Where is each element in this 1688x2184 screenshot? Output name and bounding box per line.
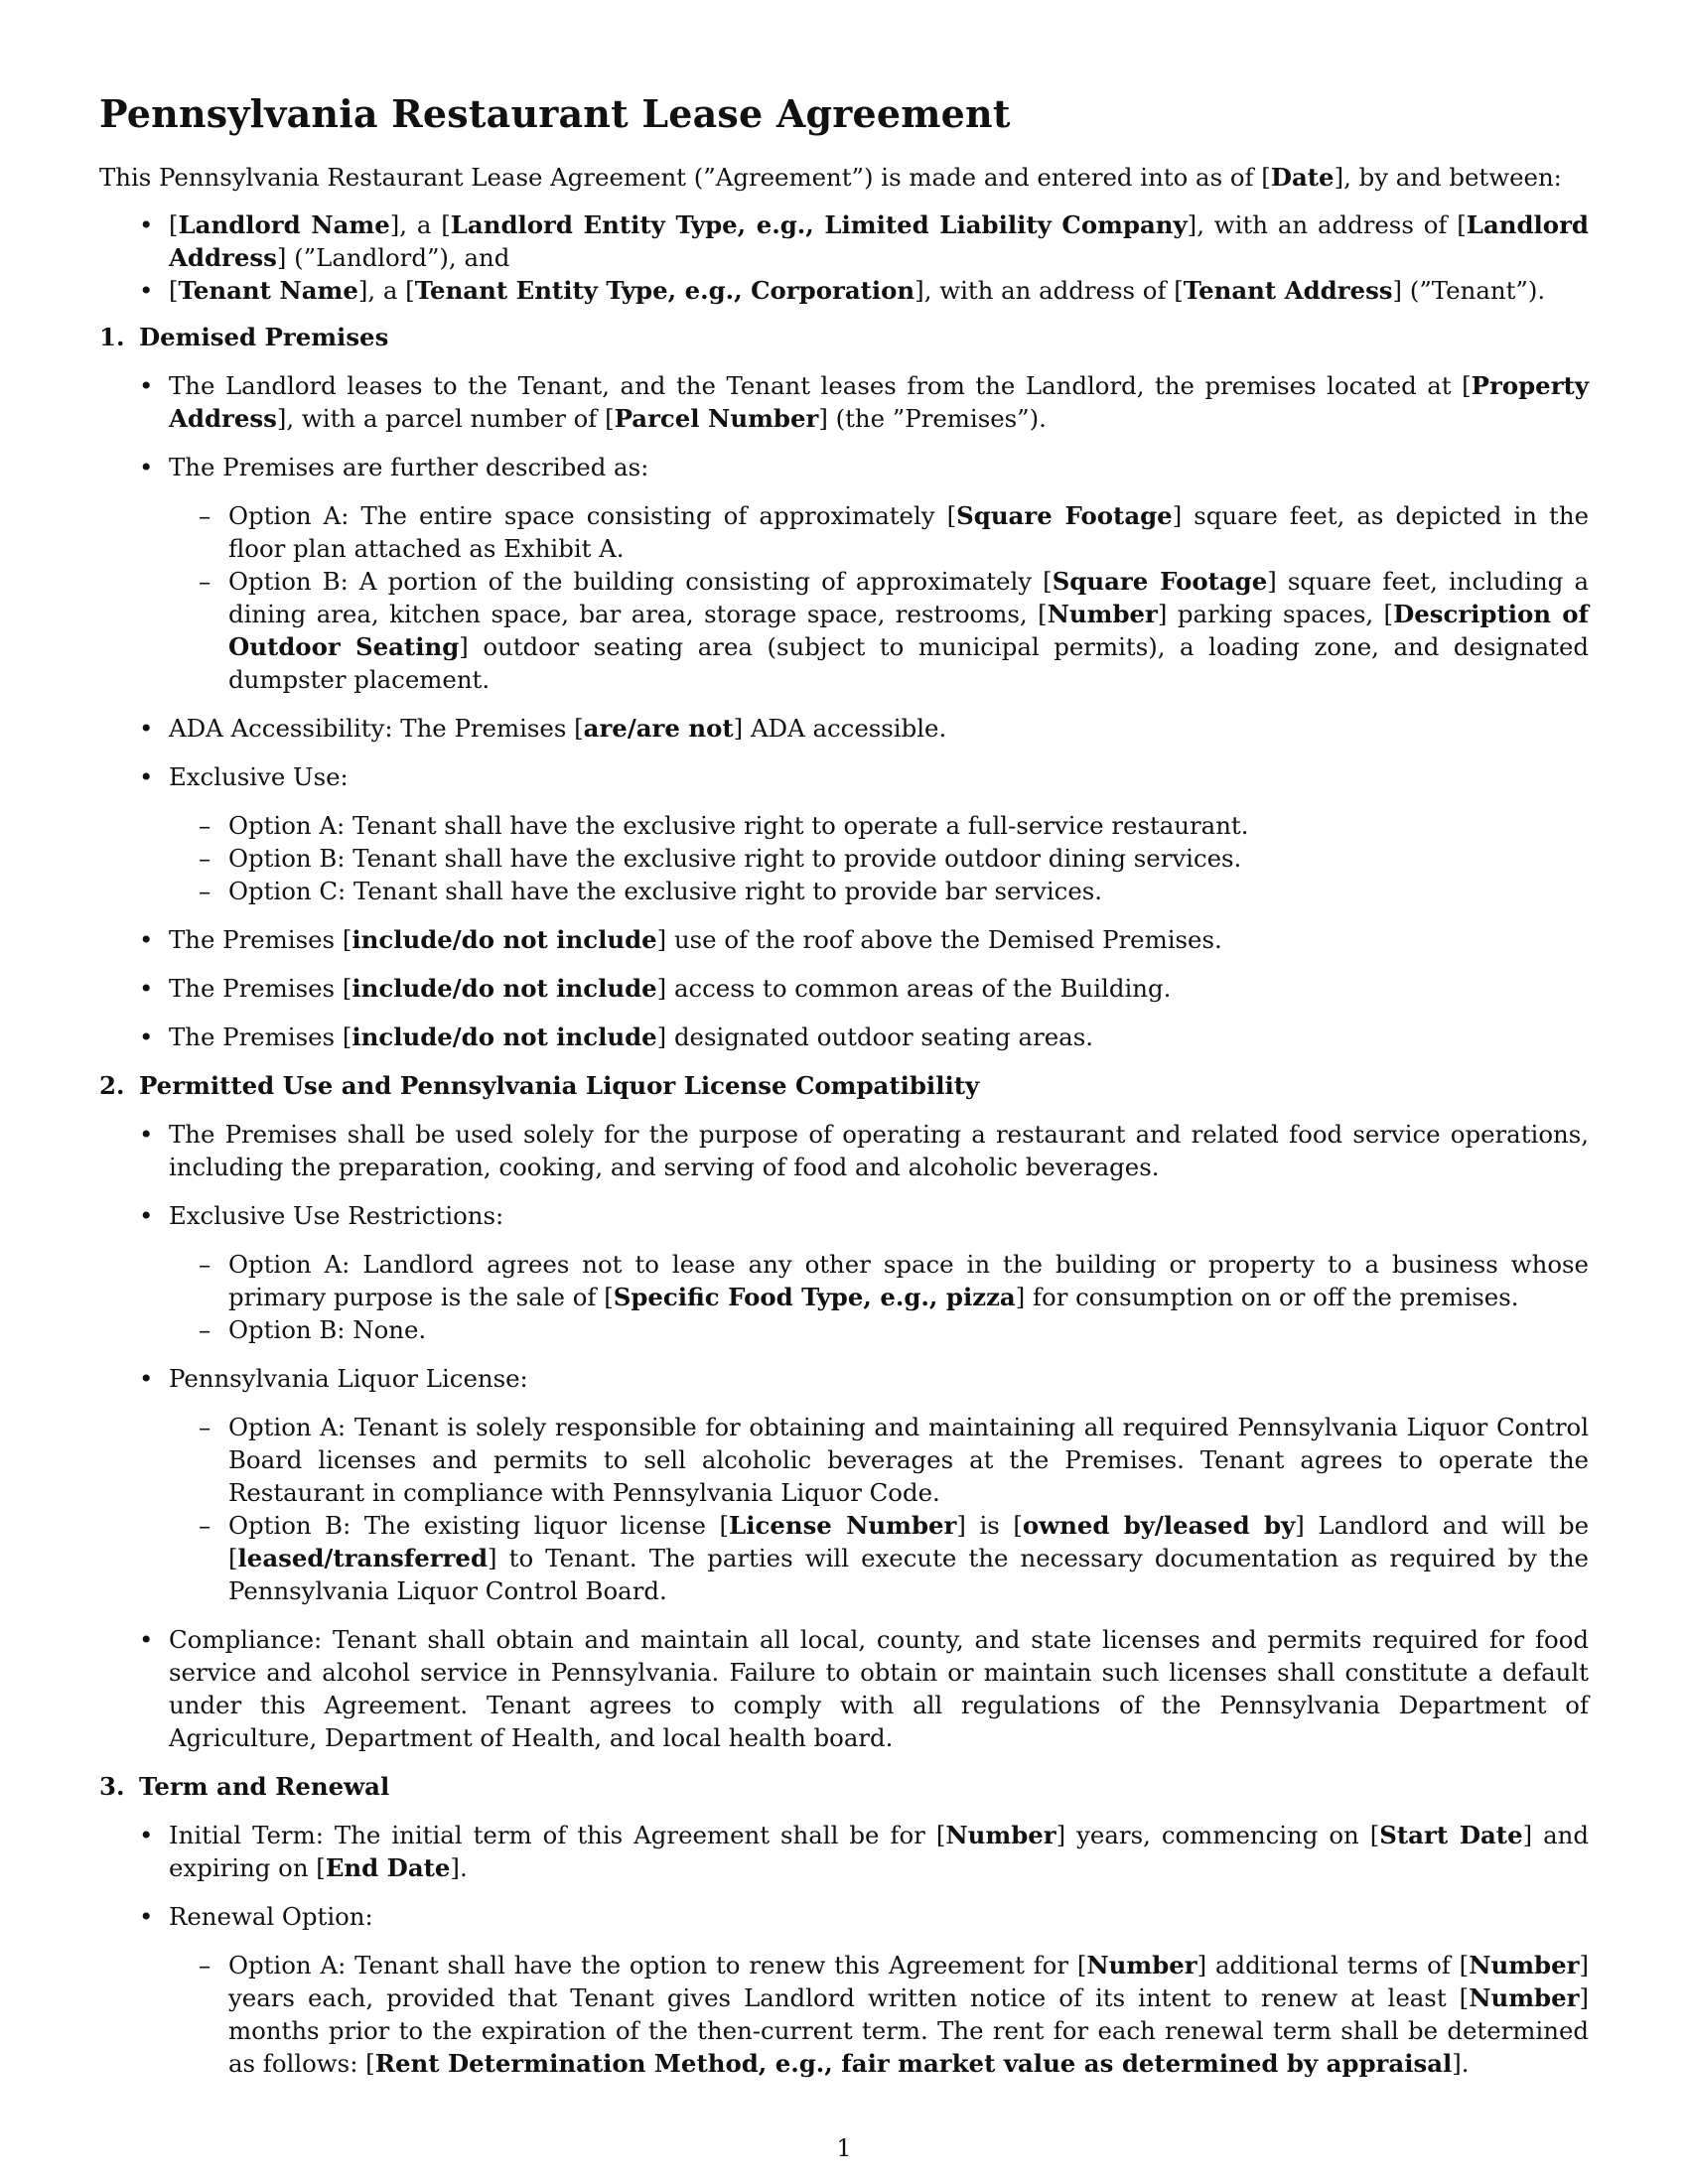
list-item: • The Premises are further described as: – Option A: The entire space consisting of approximately [Square Footage] square feet, as depicted in the floor plan attached as Exhibit A. – Option B: A portion of the building consisting of approximately [Square Footage] square feet, including a dining area, kitchen space, bar area, storage space, restrooms, [Number] parking spaces, [Description of Outdoor Seating] outdoor seating area (subject to municipal permits), a loading zone, and designated dumpster placement.	[99, 451, 1589, 696]
document-title: Pennsylvania Restaurant Lease Agreement	[99, 91, 1011, 136]
date-placeholder: Date	[1270, 162, 1335, 192]
tenant-party: • [Tenant Name], a [Tenant Entity Type, e.g., Corporation], with an address of [Tenant Address] (”Tenant”).	[99, 274, 1589, 307]
list-item: – Option C: Tenant shall have the exclusive right to provide bar services.	[169, 875, 1589, 907]
tenant-name-placeholder: Tenant Name	[178, 275, 358, 305]
document-page	[99, 79, 1589, 2096]
list-item: – Option A: Tenant shall have the option to renew this Agreement for [Number] additional terms of [Number] years each, provided that Tenant gives Landlord written notice of its intent to renew at least [Number] months prior to the expiration of the then-current term. The rent for each renewal term shall be determined as follows: [Rent Determination Method, e.g., fair market value as determined by appraisal].	[169, 1949, 1589, 2080]
list-item: • The Premises shall be used solely for the purpose of operating a restaurant and related food service operations, including the preparation, cooking, and serving of food and alcoholic beverages.	[99, 1118, 1589, 1183]
list-item: • Compliance: Tenant shall obtain and maintain all local, county, and state licenses and permits required for food service and alcohol service in Pennsylvania. Failure to obtain or maintain such licenses shall constitute a default under this Agreement. Tenant agrees to comply with all regulations of the Pennsylvania Department of Agriculture, Department of Health, and local health board.	[99, 1623, 1589, 1754]
landlord-party: • [Landlord Name], a [Landlord Entity Type, e.g., Limited Liability Company], with an address of [Landlord Address] (”Landlord”), and	[99, 208, 1589, 274]
list-item: – Option B: The existing liquor license [License Number] is [owned by/leased by] Landlord and will be [leased/transferred] to Tenant. The parties will execute the necessary documentation as required by the Pennsylvania Liquor Control Board.	[169, 1509, 1589, 1607]
list-item: – Option A: Tenant shall have the exclusive right to operate a full-service restaurant.	[169, 809, 1589, 842]
list-item: – Option B: A portion of the building consisting of approximately [Square Footage] square feet, including a dining area, kitchen space, bar area, storage space, restrooms, [Number] parking spaces, [Description of Outdoor Seating] outdoor seating area (subject to municipal permits), a loading zone, and designated dumpster placement.	[169, 565, 1589, 696]
tenant-address-placeholder: Tenant Address	[1183, 275, 1393, 305]
intro-paragraph: This Pennsylvania Restaurant Lease Agreement (”Agreement”) is made and entered into as of [Date], by and between:	[99, 162, 1562, 192]
list-item: • Renewal Option: – Option A: Tenant shall have the option to renew this Agreement for [Number] additional terms of [Number] years each, provided that Tenant gives Landlord written notice of its intent to renew at least [Number] months prior to the expiration of the then-current term. The rent for each renewal term shall be determined as follows: [Rent Determination Method, e.g., fair market value as determined by appraisal].	[99, 1900, 1589, 2080]
list-item: – Option B: None.	[169, 1313, 1589, 1346]
liquor-options	[169, 1411, 1589, 1607]
list-item: • Initial Term: The initial term of this Agreement shall be for [Number] years, commencing on [Start Date] and expiring on [End Date].	[99, 1819, 1589, 1884]
landlord-name-placeholder: Landlord Name	[178, 209, 390, 239]
parties-list	[99, 208, 1589, 307]
list-item: – Option A: Landlord agrees not to lease any other space in the building or property to a business whose primary purpose is the sale of [Specific Food Type, e.g., pizza] for consumption on or off the premises.	[169, 1248, 1589, 1313]
list-item: • The Landlord leases to the Tenant, and the Tenant leases from the Landlord, the premises located at [Property Address], with a parcel number of [Parcel Number] (the ”Premises”).	[99, 369, 1589, 435]
list-item: – Option B: Tenant shall have the exclusive right to provide outdoor dining services.	[169, 842, 1589, 875]
renewal-options	[169, 1949, 1589, 2080]
premises-options	[169, 499, 1589, 696]
list-item: – Option A: Tenant is solely responsible for obtaining and maintaining all required Pennsylvania Liquor Control Board licenses and permits to sell alcoholic beverages at the Premises. Tenant agrees to operate the Restaurant in compliance with Pennsylvania Liquor Code.	[169, 1411, 1589, 1509]
list-item: • Pennsylvania Liquor License: – Option A: Tenant is solely responsible for obtaining and maintaining all required Pennsylvania Liquor Control Board licenses and permits to sell alcoholic beverages at the Premises. Tenant agrees to operate the Restaurant in compliance with Pennsylvania Liquor Code. – Option B: The existing liquor license [License Number] is [owned by/leased by] Landlord and will be [leased/transferred] to Tenant. The parties will execute the necessary documentation as required by the Pennsylvania Liquor Control Board.	[99, 1362, 1589, 1607]
landlord-address-placeholder: Landlord Address	[169, 209, 1589, 272]
list-item: • The Premises [include/do not include] access to common areas of the Building.	[99, 972, 1589, 1005]
section-3-heading: 3. Term and Renewal	[99, 1771, 390, 1801]
list-item: – Option A: The entire space consisting of approximately [Square Footage] square feet, as depicted in the floor plan attached as Exhibit A.	[169, 499, 1589, 565]
page-number: 1	[836, 2134, 852, 2162]
list-item: • Exclusive Use: – Option A: Tenant shall have the exclusive right to operate a full-service restaurant. – Option B: Tenant shall have the exclusive right to provide outdoor dining services. – Option C: Tenant shall have the exclusive right to provide bar services.	[99, 760, 1589, 907]
list-item: • ADA Accessibility: The Premises [are/are not] ADA accessible.	[99, 712, 1589, 745]
exclusive-use-options	[169, 809, 1589, 907]
list-item: • The Premises [include/do not include] use of the roof above the Demised Premises.	[99, 923, 1589, 956]
section-2-heading: 2. Permitted Use and Pennsylvania Liquor License Compatibility	[99, 1070, 980, 1100]
section-2-list	[99, 1118, 1589, 1754]
landlord-entity-placeholder: Landlord Entity Type, e.g., Limited Liability Company	[450, 209, 1188, 239]
tenant-entity-placeholder: Tenant Entity Type, e.g., Corporation	[414, 275, 915, 305]
section-1-heading: 1. Demised Premises	[99, 322, 389, 351]
section-3-list	[99, 1819, 1589, 2080]
section-1-list	[99, 369, 1589, 1053]
restriction-options	[169, 1248, 1589, 1346]
list-item: • The Premises [include/do not include] designated outdoor seating areas.	[99, 1021, 1589, 1053]
list-item: • Exclusive Use Restrictions: – Option A: Landlord agrees not to lease any other space in the building or property to a business whose primary purpose is the sale of [Specific Food Type, e.g., pizza] for consumption on or off the premises. – Option B: None.	[99, 1199, 1589, 1346]
